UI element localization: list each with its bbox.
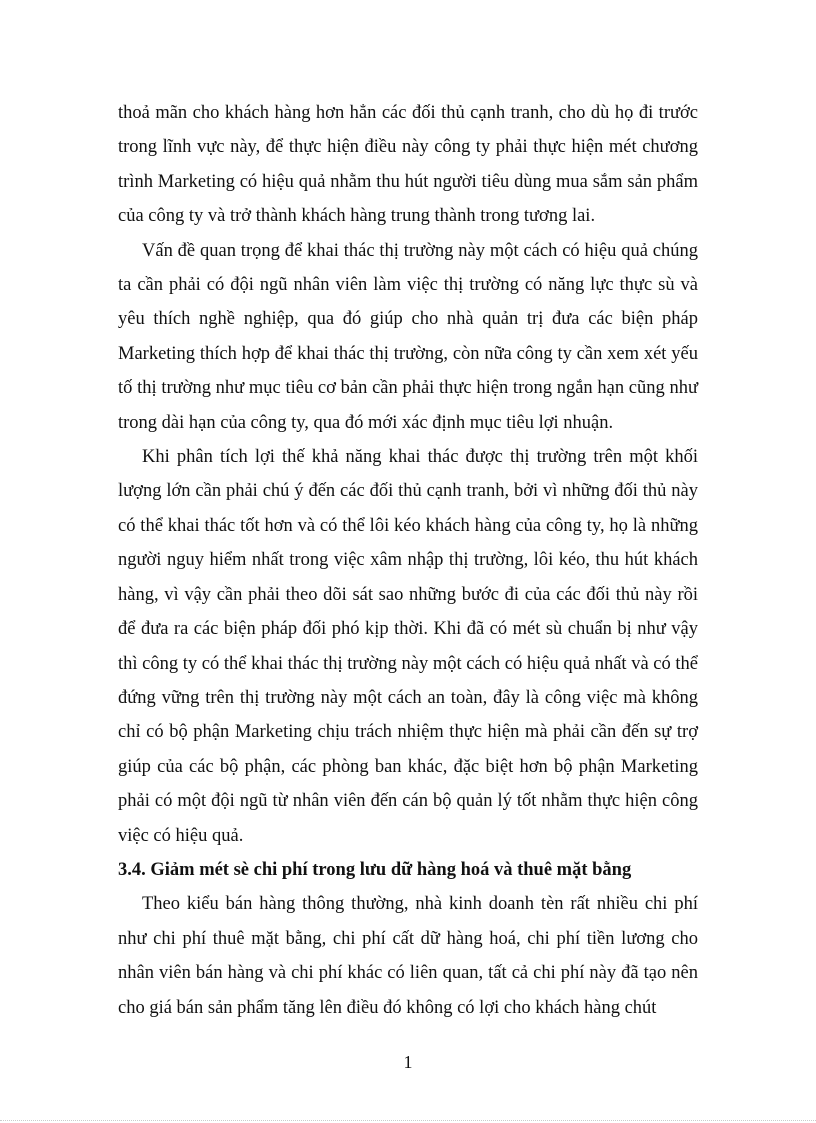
paragraph-section-body: Theo kiểu bán hàng thông thường, nhà kinh doanh tèn rất nhiều chi phí như chi phí thuê mặt bằng, chi phí cất dữ hàng hoá, chi phí tiền lương cho nhân viên bán hàng và chi phí khác có liên quan, tất cả chi phí này đã tạo nên cho giá bán sản phẩm tăng lên điều đó không có lợi cho khách hàng chút: [118, 894, 698, 1018]
section-heading: 3.4. Giảm mét sè chi phí trong lưu dữ hàng hoá và thuê mặt bằng: [118, 859, 632, 880]
paragraph-competitor-analysis: Khi phân tích lợi thế khả năng khai thác được thị trường trên một khối lượng lớn cần phải chú ý đến các đối thủ cạnh tranh, bởi vì những đối thủ này có thể khai thác tốt hơn và có thể lôi kéo khách hàng của công ty, họ là những người nguy hiểm nhất trong việc xâm nhập thị trường, lôi kéo, thu hút khách hàng, vì vậy cần phải theo dõi sát sao những bước đi của các đối thủ này rồi để đưa ra các biện pháp đối phó kịp thời. Khi đã có mét sù chuẩn bị như vậy thì công ty có thể khai thác thị trường này một cách có hiệu quả nhất và có thể đứng vững trên thị trường này một cách an toàn, đây là công việc mà không chỉ có bộ phận Marketing chịu trách nhiệm thực hiện mà phải cần đến sự trợ giúp của các bộ phận, các phòng ban khác, đặc biệt hơn bộ phận Marketing phải có một đội ngũ từ nhân viên đến cán bộ quản lý tốt nhằm thực hiện công việc có hiệu quả.: [118, 447, 698, 846]
paragraph-human-resources: Vấn đề quan trọng để khai thác thị trường này một cách có hiệu quả chúng ta cần phải có đội ngũ nhân viên làm việc thị trường có năng lực thực sù và yêu thích nghề nghiệp, qua đó giúp cho nhà quản trị đưa các biện pháp Marketing thích hợp để khai thác thị trường, còn nữa công ty cần xem xét yếu tố thị trường như mục tiêu cơ bản cần phải thực hiện trong ngắn hạn cũng như trong dài hạn của công ty, qua đó mới xác định mục tiêu lợi nhuận.: [118, 240, 698, 433]
page-content: [118, 96, 698, 1025]
page-number: 1: [403, 1052, 413, 1072]
paragraph-continuation: thoả mãn cho khách hàng hơn hẳn các đối thủ cạnh tranh, cho dù họ đi trước trong lĩnh vực này, để thực hiện điều này công ty phải thực hiện mét chương trình Marketing có hiệu quả nhằm thu hút người tiêu dùng mua sắm sản phẩm của công ty và trở thành khách hàng trung thành trong tương lai.: [118, 103, 698, 227]
page-bottom-divider: [0, 1120, 816, 1121]
